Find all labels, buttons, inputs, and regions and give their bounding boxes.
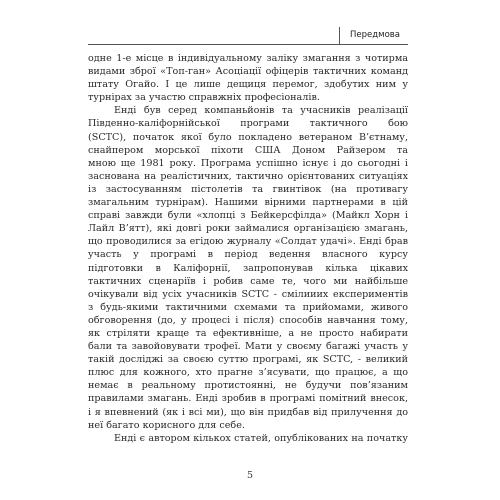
text-line: як стріляти краще та ефективніше, а не просто набирати xyxy=(88,327,408,339)
text-line: із застосуванням пістолетів та гвинтівок (на противагу xyxy=(88,183,408,195)
text-line: Південно-каліфорнійської програми тактичного бою xyxy=(88,118,408,130)
running-header xyxy=(88,27,408,45)
text-line: заснована на реалістичних, тактично орієнтованих ситуаціях xyxy=(88,170,408,182)
text-line: обговорення (до, у процесі і після) способів навчання тому, xyxy=(88,314,408,326)
text-line: Енді є автором кількох статей, опублікованих на початку xyxy=(114,432,408,444)
text-line: турнірах за участю справжніх професіоналів. xyxy=(88,92,320,104)
text-line: плюс для кожного, хто прагне з’ясувати, що працює, а що xyxy=(88,367,408,379)
text-line: немає в реальному протистоянні, не будучи пов’язаним xyxy=(88,380,408,392)
text-line: тактичних сценаріїв і робив саме те, чого ми найбільше xyxy=(88,275,408,287)
text-line: з будь-якими тактичними схемами та прийомами, живого xyxy=(88,301,408,313)
text-line: штату Огайо. І це лише дещиця перемог, здобутих ним у xyxy=(88,79,408,91)
text-line: мною ще 1981 року. Програма успішно існує і до сьогодні і xyxy=(88,157,408,169)
text-line: що проводилися за егідою журналу «Солдат удачі». Енді брав xyxy=(88,236,408,248)
text-line: очікували від усіх учасників SCTC - смілииих експериментів xyxy=(88,288,408,300)
header-rule xyxy=(88,44,408,45)
text-line: справі завжди були «хлопці з Бейкерсфілда» (Майкл Хорн і xyxy=(88,210,408,222)
body-text xyxy=(88,52,408,445)
text-line: Лайл В’ятт), які довгі роки займалися організацією змагань, xyxy=(88,223,408,235)
text-line: участь у програмі в період ведення власного курсу xyxy=(88,249,408,261)
text-line: бали та завойовувати трофеї. Мати у своєму багажі участь у xyxy=(88,341,408,353)
text-line: одне 1-е місце в індивідуальному заліку змагання з чотирма xyxy=(88,53,408,64)
text-line: видами зброї «Топ-ган» Асоціації офіцерів тактичних команд xyxy=(88,66,408,78)
text-line: (SCTC), початок якої було покладено ветераном В’єтнаму, xyxy=(88,131,408,143)
text-line: такій досліджі за своєю суттю програмі, як SCTC, - великий xyxy=(88,354,408,366)
text-line: і я впевнений (як і всі ми), що він придбав від прилучення до xyxy=(88,406,408,418)
text-line: підготовки в Каліфорнії, запропонував кілька цікавих xyxy=(88,262,408,274)
text-line: Енді був серед компаньйонів та учасників реалізації xyxy=(114,105,408,117)
text-line: правилами змагань. Енді зробив в програмі помітний внесок, xyxy=(88,393,408,405)
section-title: Передмова xyxy=(339,27,408,44)
text-line: неї багато корисного для себе. xyxy=(88,419,245,431)
page-number: 5 xyxy=(246,470,254,481)
text-line: змагальним турнірам). Нашими вірними партнерами в цій xyxy=(88,197,408,209)
text-line: снайпером морської піхоти США Доном Райзером та xyxy=(88,144,408,156)
